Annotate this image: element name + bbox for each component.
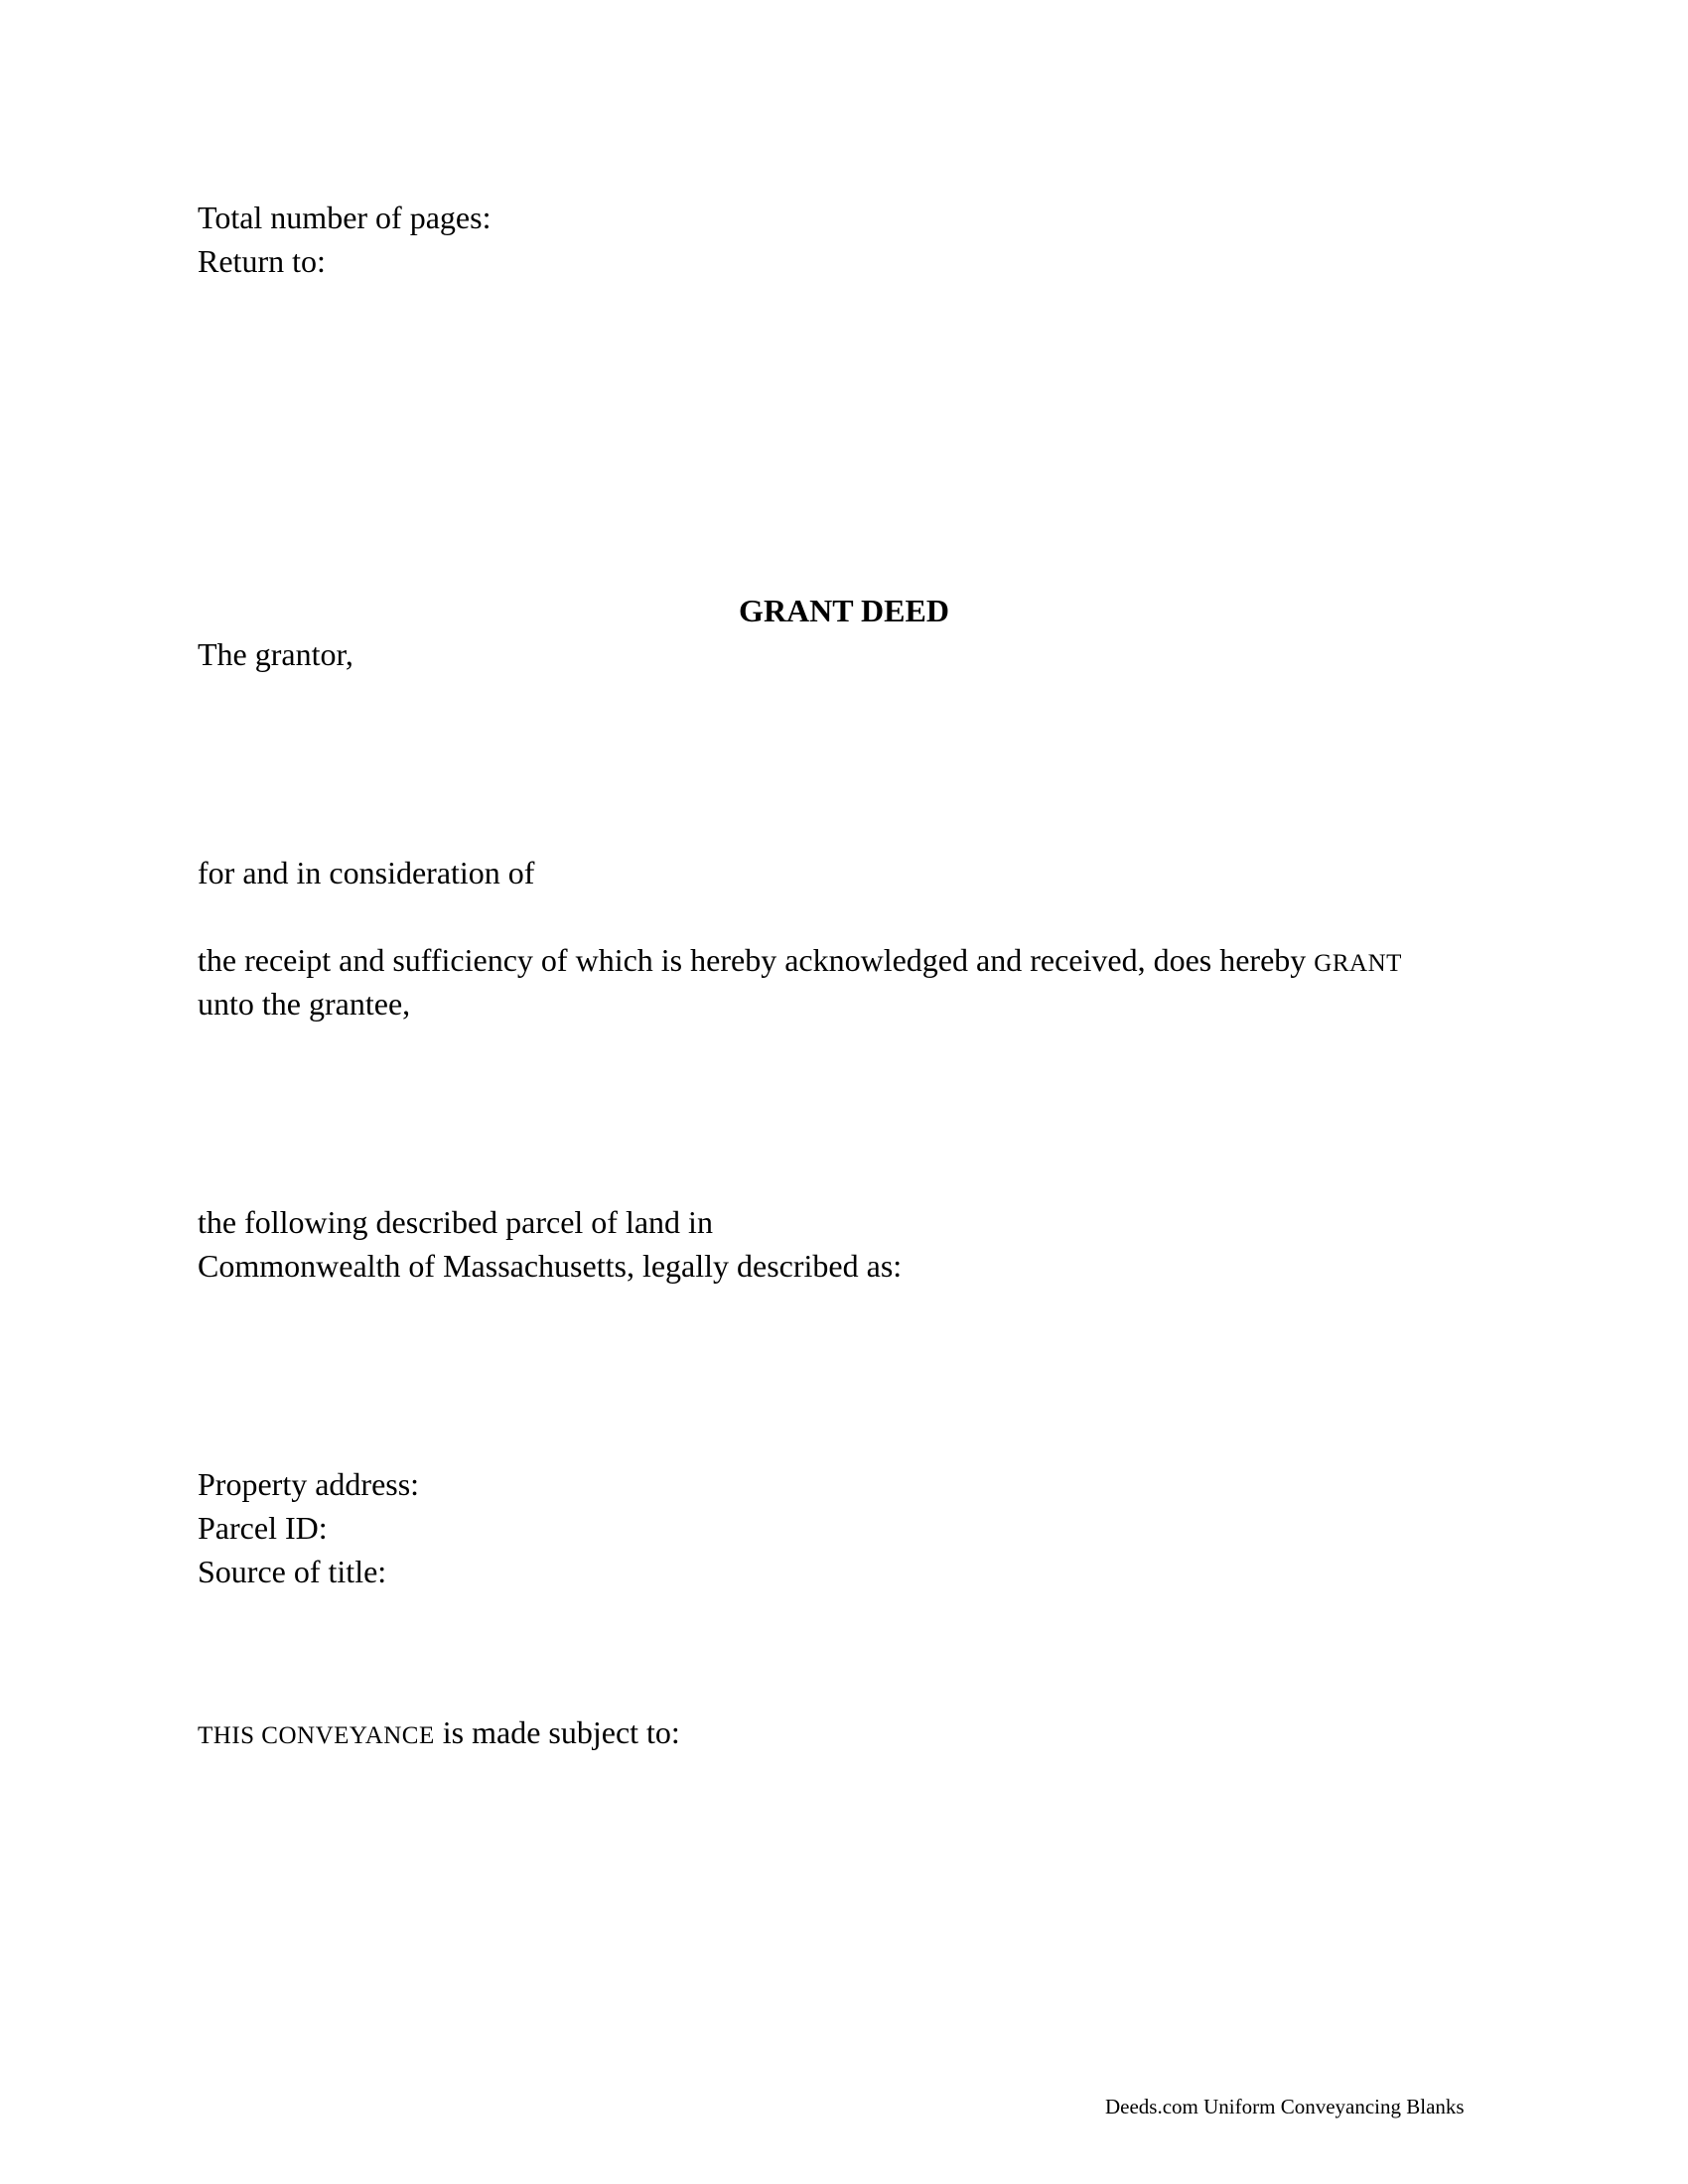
grantee-line: unto the grantee, <box>198 986 411 1022</box>
grantor-line: The grantor, <box>198 636 353 672</box>
conveyance-rest: is made subject to: <box>434 1714 680 1750</box>
consideration-line: for and in consideration of <box>198 855 535 890</box>
parcel-id-label: Parcel ID: <box>198 1510 328 1546</box>
receipt-line <box>198 938 1402 986</box>
commonwealth-line: Commonwealth of Massachusetts, legally described as: <box>198 1248 903 1284</box>
conveyance-lead-word: THIS CONVEYANCE <box>198 1722 435 1749</box>
parcel-line: the following described parcel of land in <box>198 1204 713 1240</box>
return-to-label: Return to: <box>198 243 326 279</box>
footer-text: Deeds.com Uniform Conveyancing Blanks <box>1105 2095 1465 2118</box>
property-address-label: Property address: <box>198 1466 420 1502</box>
page-title: GRANT DEED <box>739 593 949 628</box>
total-pages-label: Total number of pages: <box>198 200 492 235</box>
receipt-line-text: the receipt and sufficiency of which is hereby acknowledged and received, does hereby <box>198 942 1315 978</box>
conveyance-line <box>198 1710 680 1758</box>
source-of-title-label: Source of title: <box>198 1554 387 1589</box>
grant-word: GRANT <box>1314 950 1402 977</box>
